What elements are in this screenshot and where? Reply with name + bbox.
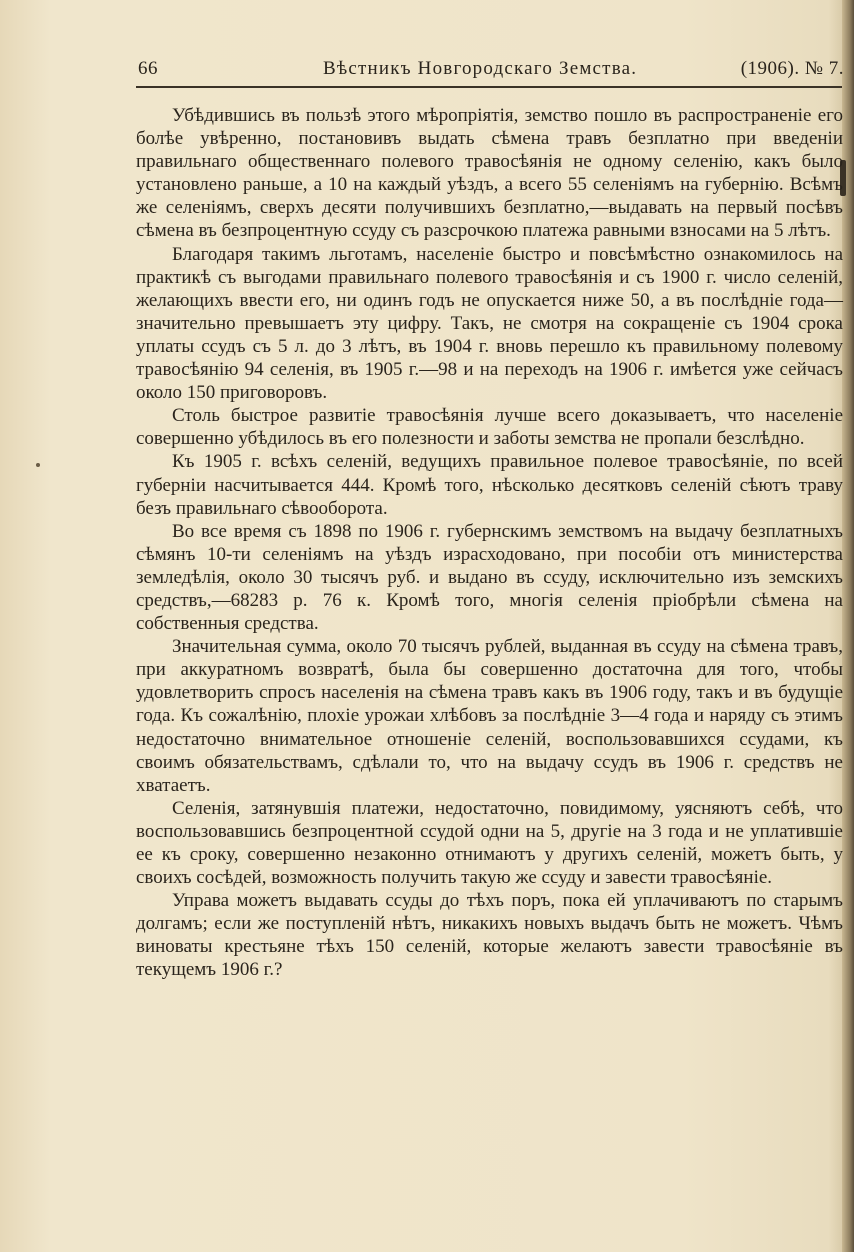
header-rule: [136, 86, 842, 88]
issue-number: (1906). № 7.: [740, 58, 844, 79]
paragraph: Значительная сумма, около 70 тысячъ рублей, выданная въ ссуду на сѣмена травъ, при аккуратномъ возвратѣ, была бы совершенно достаточна для того, чтобы удовлетворить спросъ населенія на сѣмена травъ какъ въ 1906 году, такъ и въ будущіе года. Къ сожалѣнію, плохіе урожаи хлѣбовъ за послѣдніе 3—4 года и наряду съ этимъ недостаточно внимательное отношеніе селеній, воспользовавшихся ссудами, къ своимъ обязательствамъ, сдѣлали то, что на выдачу ссудъ въ 1906 г. средствъ не хватаетъ.: [136, 636, 843, 796]
paragraph: Во все время съ 1898 по 1906 г. губернскимъ земствомъ на выдачу безплатныхъ сѣмянъ 10-ти селеніямъ на уѣздъ израсходовано, при пособіи отъ министерства земледѣлія, около 30 тысячъ руб. и выдано въ ссуду, исключительно изъ земскихъ средствъ,—68283 р. 76 к. Кромѣ того, многія селенія пріобрѣли сѣмена на собственныя средства.: [136, 520, 843, 635]
page-number: 66: [138, 58, 158, 79]
paragraph: Благодаря такимъ льготамъ, населеніе быстро и повсѣмѣстно ознакомилось на практикѣ съ выгодами правильнаго полевого травосѣянія и съ 1900 г. число селеній, желающихъ ввести его, ни одинъ годъ не опускается ниже 50, а въ послѣдніе года—значительно превышаетъ эту цифру. Такъ, не смотря на сокращеніе съ 1904 срока уплаты ссудъ съ 5 л. до 3 лѣтъ, въ 1904 г. вновь перешло къ правильному полевому травосѣянію 94 селенія, въ 1905 г.—98 и на переходъ на 1906 г. имѣется уже сейчасъ около 150 приговоровъ.: [136, 243, 843, 404]
paragraph: Селенія, затянувшія платежи, недостаточно, повидимому, уясняютъ себѣ, что воспользовавшись безпроцентной ссудой одни на 5, другіе на 3 года и не уплатившіе ее къ сроку, совершенно незаконно отнимаютъ у другихъ селеній, можетъ быть, у своихъ сосѣдей, возможность получить такую же ссуду и завести травосѣяніе.: [136, 797, 843, 889]
paragraph: Убѣдившись въ пользѣ этого мѣропріятія, земство пошло въ распространеніе его болѣе увѣренно, постановивъ выдать сѣмена травъ безплатно при введеніи правильнаго общественнаго полевого травосѣянія не одному селенію, какъ было установлено раньше, а 10 на каждый уѣздъ, а всего 55 селеніямъ на губернію. Всѣмъ же селеніямъ, сверхъ десяти получившихъ безплатно,—выдавать на первый посѣвъ сѣмена въ безпроцентную ссуду съ разсрочкою платежа равными взносами на 5 лѣтъ.: [136, 105, 843, 242]
paragraph: Къ 1905 г. всѣхъ селеній, ведущихъ правильное полевое травосѣяніе, по всей губерніи насчитывается 444. Кромѣ того, нѣсколько десятковъ селеній сѣютъ траву безъ правильнаго сѣвооборота.: [136, 451, 843, 519]
paper-speck: [36, 463, 40, 467]
running-header: [138, 58, 844, 84]
journal-title: Вѣстникъ Новгородскаго Земства.: [323, 58, 638, 79]
paragraph: Столь быстрое развитіе травосѣянія лучше всего доказываетъ, что населеніе совершенно убѣдилось въ его полезности и заботы земства не пропали безслѣдно.: [136, 405, 843, 450]
article-body: [136, 104, 843, 982]
paragraph: Управа можетъ выдавать ссуды до тѣхъ поръ, пока ей уплачиваютъ по старымъ долгамъ; если же поступленій нѣтъ, никакихъ новыхъ выдачъ быть не можетъ. Чѣмъ виноваты крестьяне тѣхъ 150 селеній, которые желаютъ завести травосѣяніе въ текущемъ 1906 г.?: [136, 890, 843, 981]
